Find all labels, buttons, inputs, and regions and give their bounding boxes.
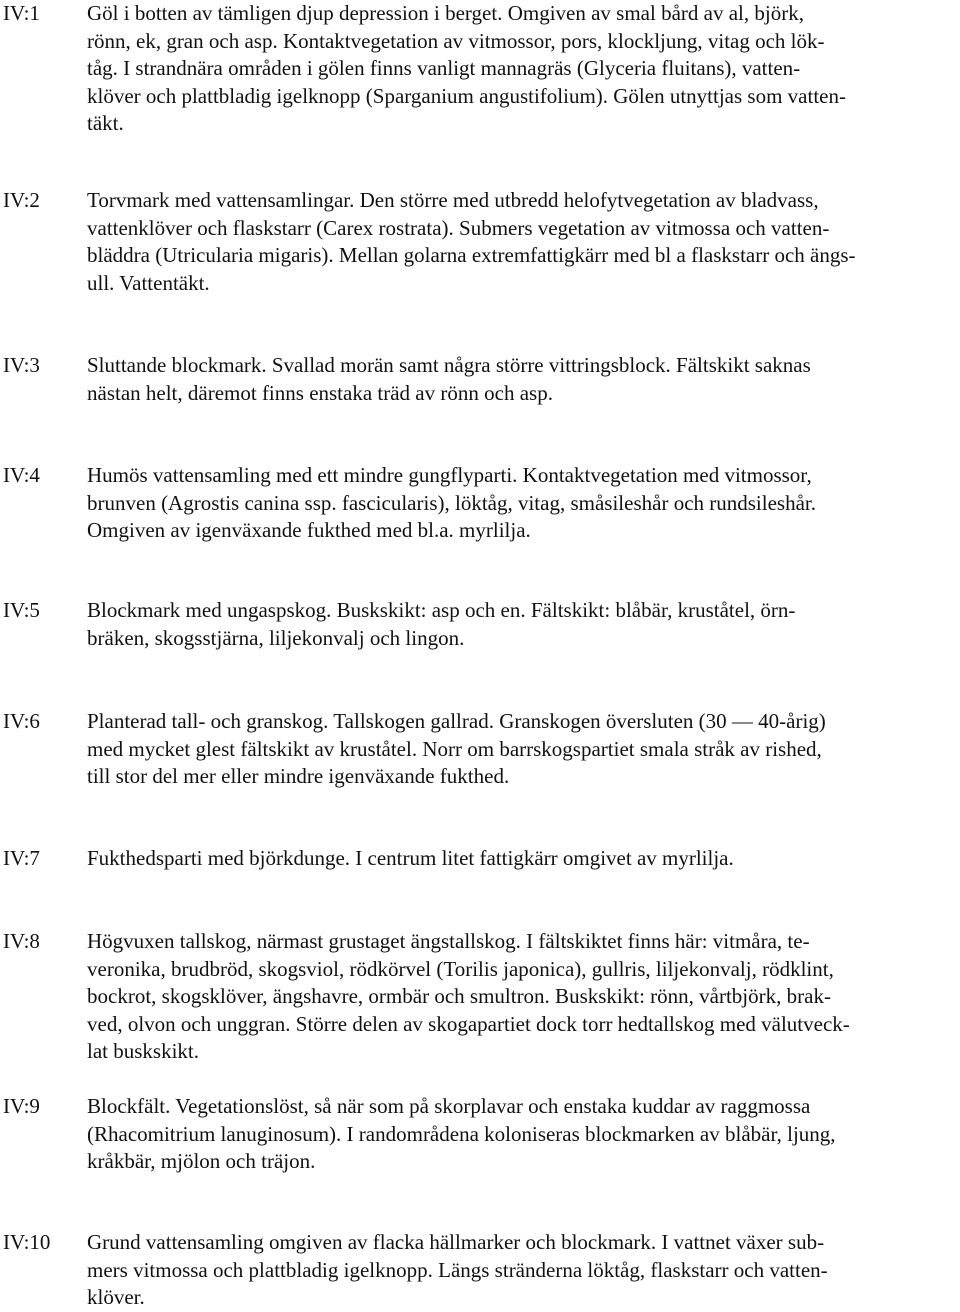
text-line: bräken, skogsstjärna, liljekonvalj och lingon. xyxy=(87,625,465,650)
text-line: (Rhacomitrium lanuginosum). I randområdena koloniseras blockmarken av blåbär, ljung, xyxy=(87,1121,836,1146)
entry-description xyxy=(87,1229,949,1312)
text-line: tåg. I strandnära områden i gölen finns vanligt mannagräs (Glyceria fluitans), vatten- xyxy=(87,56,801,80)
text-line: kråkbär, mjölon och träjon. xyxy=(87,1149,316,1173)
entry-description xyxy=(87,708,949,791)
text-line: Omgiven av igenväxande fukthed med bl.a. myrlilja. xyxy=(87,518,531,542)
text-line: veronika, brudbröd, skogsviol, rödkörvel (Torilis japonica), gullris, liljekonvalj, rödklint, xyxy=(87,956,834,981)
text-line: klöver. xyxy=(87,1285,145,1309)
entry-label: IV:3 xyxy=(3,353,40,377)
text-line: rönn, ek, gran och asp. Kontaktvegetation av vitmossor, pors, klockljung, vitag och lök- xyxy=(87,28,825,53)
text-line: mers vitmossa och plattbladig igelknopp. Längs stränderna löktåg, flaskstarr och vatten- xyxy=(87,1257,828,1282)
text-line: Göl i botten av tämligen djup depression i berget. Omgiven av smal bård av al, björk, xyxy=(87,1,804,25)
entry-description xyxy=(87,352,949,407)
text-line: lat buskskikt. xyxy=(87,1039,200,1063)
text-line: nästan helt, däremot finns enstaka träd av rönn och asp. xyxy=(87,380,553,405)
text-line: täkt. xyxy=(87,111,124,135)
text-line: ull. Vattentäkt. xyxy=(87,270,210,295)
entry-label: IV:4 xyxy=(3,463,40,487)
text-line: ved, olvon och unggran. Större delen av skogapartiet dock torr hedtallskog med välutveck- xyxy=(87,1011,850,1036)
text-line: Torvmark med vattensamlingar. Den större med utbredd helofytvegetation av bladvass, xyxy=(87,188,819,212)
text-line: brunven (Agrostis canina ssp. fascicularis), löktåg, vitag, småsileshår och rundsileshår. xyxy=(87,490,816,515)
text-line: med mycket glest fältskikt av kruståtel. Norr om barrskogspartiet smala stråk av rished, xyxy=(87,736,822,761)
entry-label: IV:10 xyxy=(3,1230,51,1254)
text-line: Fukthedsparti med björkdunge. I centrum litet fattigkärr omgivet av myrlilja. xyxy=(87,846,734,870)
entry-description xyxy=(87,597,949,652)
text-line: Humös vattensamling med ett mindre gungflyparti. Kontaktvegetation med vitmossor, xyxy=(87,463,812,487)
entry-label: IV:5 xyxy=(3,598,40,622)
entry-description xyxy=(87,0,949,138)
text-line: bläddra (Utricularia migaris). Mellan golarna extremfattigkärr med bl a flaskstarr och ängs- xyxy=(87,243,856,267)
entry-description xyxy=(87,462,949,545)
entry-description xyxy=(87,928,949,1066)
text-line: Blockfält. Vegetationslöst, så när som på skorplavar och enstaka kuddar av raggmossa xyxy=(87,1094,811,1118)
text-line: Blockmark med ungaspskog. Buskskikt: asp och en. Fältskikt: blåbär, kruståtel, örn- xyxy=(87,598,796,622)
entry-label: IV:2 xyxy=(3,188,40,212)
entry-description xyxy=(87,845,949,873)
entry-label: IV:8 xyxy=(3,929,40,953)
text-line: vattenklöver och flaskstarr (Carex rostrata). Submers vegetation av vitmossa och vatten- xyxy=(87,215,830,240)
text-line: bockrot, skogsklöver, ängshavre, ormbär och smultron. Buskskikt: rönn, vårtbjörk, brak- xyxy=(87,984,831,1008)
entry-description xyxy=(87,187,949,297)
entry-description xyxy=(87,1093,949,1176)
text-line: klöver och plattbladig igelknopp (Sparganium angustifolium). Gölen utnyttjas som vatten- xyxy=(87,83,846,108)
text-line: till stor del mer eller mindre igenväxande fukthed. xyxy=(87,764,510,788)
entry-label: IV:7 xyxy=(3,846,40,870)
entry-label: IV:1 xyxy=(3,1,40,25)
text-line: Högvuxen tallskog, närmast grustaget ängstallskog. I fältskiktet finns här: vitmåra, te- xyxy=(87,929,810,953)
text-line: Planterad tall- och granskog. Tallskogen gallrad. Granskogen översluten (30 — 40-årig) xyxy=(87,709,826,733)
text-line: Sluttande blockmark. Svallad morän samt några större vittringsblock. Fältskikt saknas xyxy=(87,353,811,377)
entry-label: IV:6 xyxy=(3,709,40,733)
entry-label: IV:9 xyxy=(3,1094,40,1118)
text-line: Grund vattensamling omgiven av flacka hällmarker och blockmark. I vattnet växer sub- xyxy=(87,1230,825,1254)
